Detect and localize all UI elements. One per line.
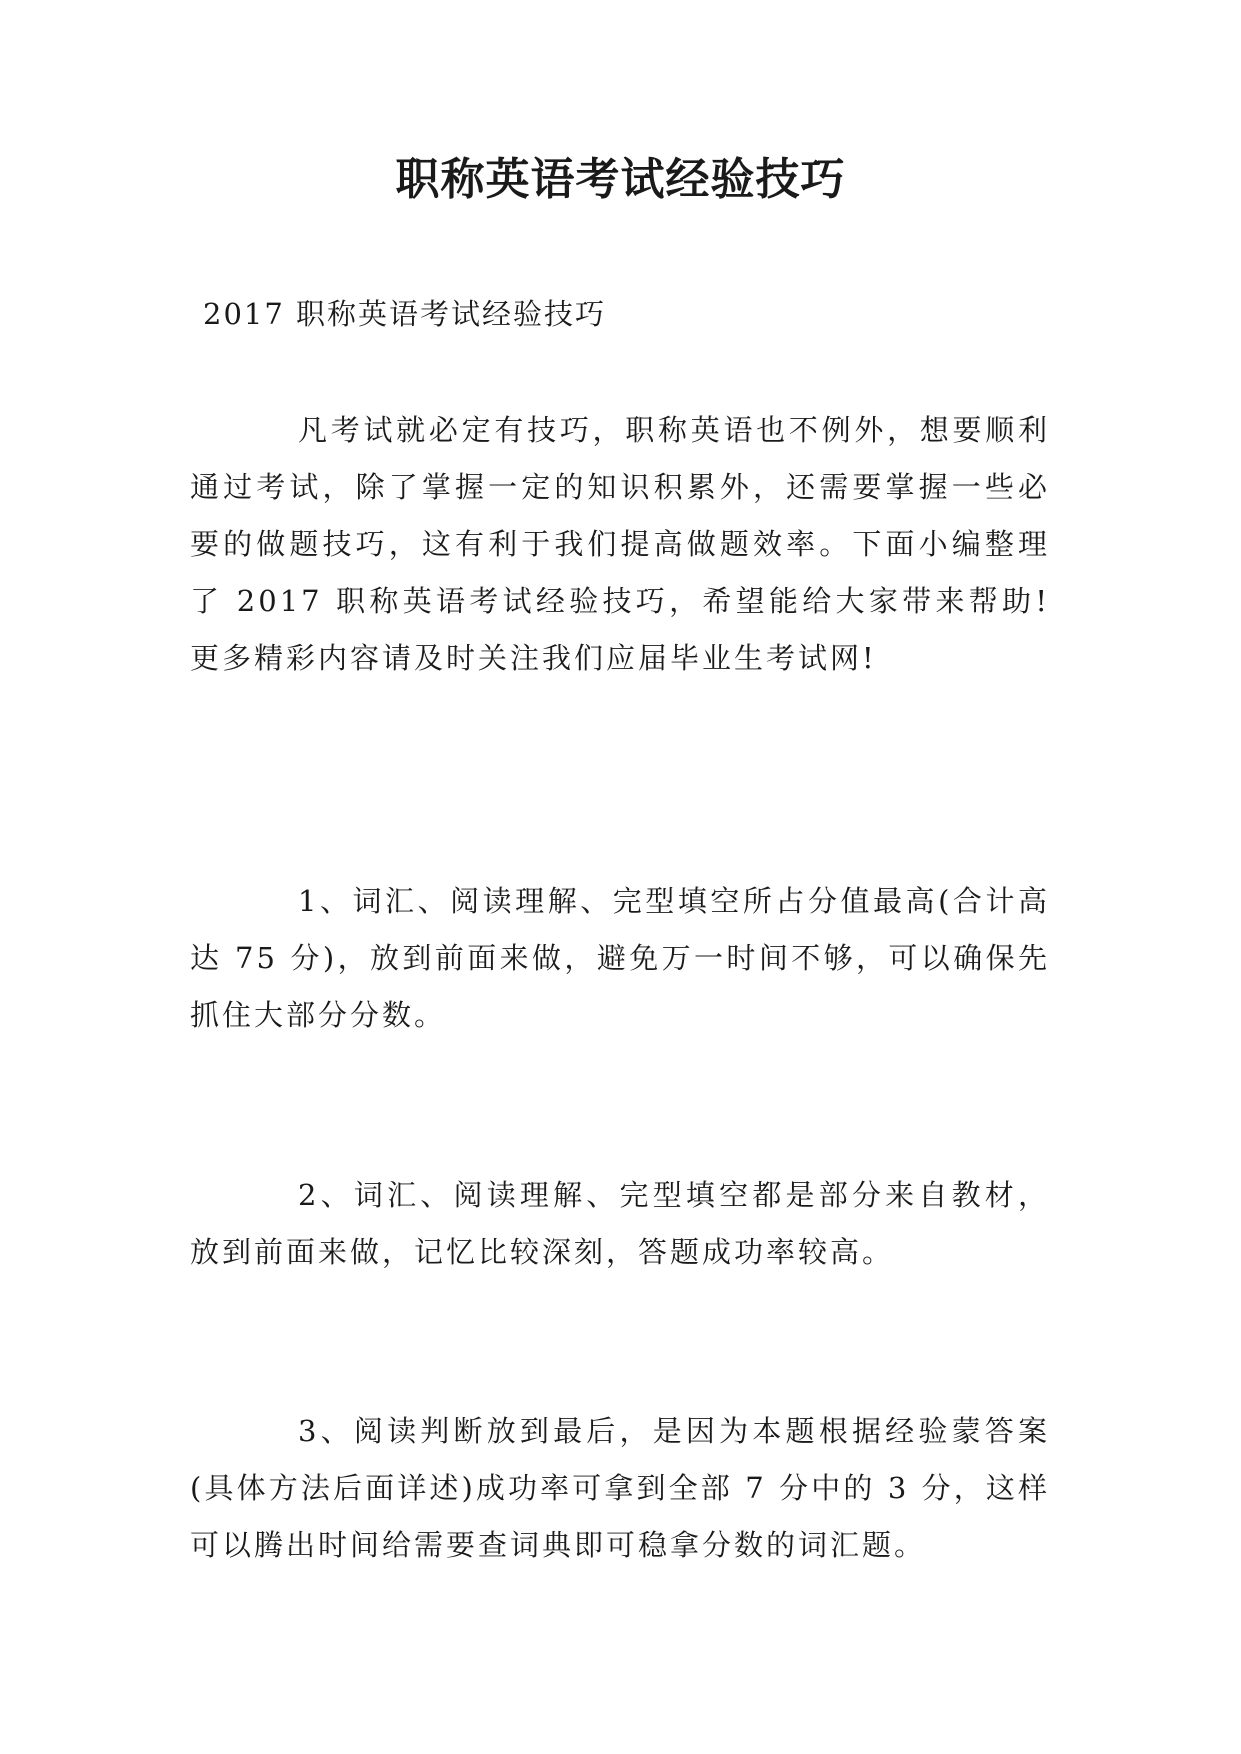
document-title: 职称英语考试经验技巧 bbox=[395, 154, 846, 205]
intro-paragraph: 凡考试就必定有技巧，职称英语也不例外，想要顺利通过考试，除了掌握一定的知识积累外，还需要掌握一些必要的做题技巧，这有利于我们提高做题效率。下面小编整理了 2017 职称英语考试经验技巧，希望能给大家带来帮助!更多精彩内容请及时关注我们应届毕业生考试网! bbox=[190, 413, 1050, 675]
tip-paragraph-2: 2、词汇、阅读理解、完型填空都是部分来自教材，放到前面来做，记忆比较深刻，答题成功率较高。 bbox=[190, 1178, 1050, 1269]
tip-paragraph-3: 3、阅读判断放到最后，是因为本题根据经验蒙答案(具体方法后面详述)成功率可拿到全部 7 分中的 3 分，这样可以腾出时间给需要查词典即可稳拿分数的词汇题。 bbox=[190, 1414, 1050, 1562]
document-subtitle: 2017 职称英语考试经验技巧 bbox=[203, 297, 607, 331]
tip-paragraph-1: 1、词汇、阅读理解、完型填空所占分值最高(合计高达 75 分)，放到前面来做，避免万一时间不够，可以确保先抓住大部分分数。 bbox=[190, 884, 1050, 1032]
